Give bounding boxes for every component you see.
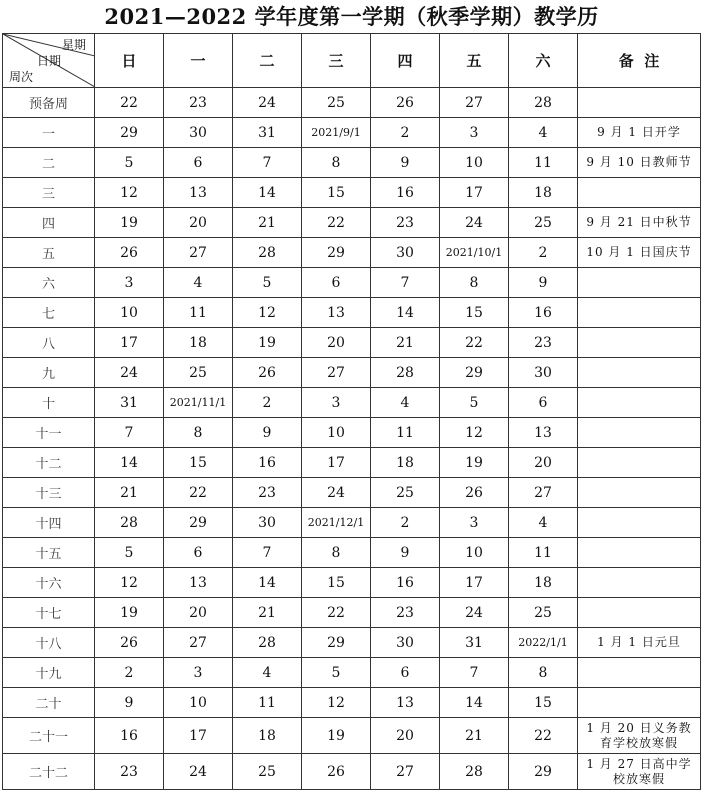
calendar-body: [3, 88, 701, 790]
table-row: [3, 298, 701, 328]
date-cell-fri: 31: [440, 628, 509, 658]
note-cell: [578, 178, 701, 208]
date-cell-wed: 15: [302, 178, 371, 208]
date-cell-mon: 10: [164, 688, 233, 718]
note-cell: [578, 508, 701, 538]
date-cell-thu: 23: [371, 208, 440, 238]
date-cell-fri: 10: [440, 148, 509, 178]
date-cell-sun: 14: [95, 448, 164, 478]
note-cell: [578, 268, 701, 298]
date-cell-fri: 26: [440, 478, 509, 508]
date-cell-mon: 27: [164, 238, 233, 268]
table-row: [3, 328, 701, 358]
date-cell-fri: 24: [440, 208, 509, 238]
date-cell-mon: 17: [164, 718, 233, 754]
week-number-cell: 八: [3, 328, 95, 358]
note-cell: 10 月 1 日国庆节: [578, 238, 701, 268]
week-number-cell: 十一: [3, 418, 95, 448]
table-row: [3, 538, 701, 568]
date-cell-tue: 24: [233, 88, 302, 118]
table-row: [3, 508, 701, 538]
header-day-thu: 四: [371, 34, 440, 88]
corner-header-cell: [3, 34, 95, 88]
corner-diagonal: [3, 34, 94, 87]
date-cell-sat: 16: [509, 298, 578, 328]
date-cell-mon: 2021/11/1: [164, 388, 233, 418]
date-cell-fri: 8: [440, 268, 509, 298]
table-row: [3, 688, 701, 718]
date-cell-sat: 2: [509, 238, 578, 268]
table-row: [3, 268, 701, 298]
header-note: 备 注: [578, 34, 701, 88]
date-cell-fri: 3: [440, 508, 509, 538]
date-cell-sun: 10: [95, 298, 164, 328]
date-cell-wed: 20: [302, 328, 371, 358]
note-cell: 9 月 10 日教师节: [578, 148, 701, 178]
date-cell-tue: 7: [233, 148, 302, 178]
date-cell-thu: 16: [371, 568, 440, 598]
date-cell-tue: 18: [233, 718, 302, 754]
date-cell-sat: 23: [509, 328, 578, 358]
date-cell-tue: 31: [233, 118, 302, 148]
date-cell-fri: 2021/10/1: [440, 238, 509, 268]
date-cell-sun: 28: [95, 508, 164, 538]
page-title: 2021—2022 学年度第一学期（秋季学期）教学历: [104, 4, 599, 29]
table-row: [3, 718, 701, 754]
date-cell-mon: 6: [164, 148, 233, 178]
date-cell-thu: 9: [371, 538, 440, 568]
week-number-cell: 预备周: [3, 88, 95, 118]
date-cell-thu: 16: [371, 178, 440, 208]
date-cell-thu: 26: [371, 88, 440, 118]
table-row: [3, 178, 701, 208]
date-cell-wed: 27: [302, 358, 371, 388]
date-cell-sat: 28: [509, 88, 578, 118]
week-number-cell: 四: [3, 208, 95, 238]
table-row: [3, 448, 701, 478]
date-cell-sat: 8: [509, 658, 578, 688]
date-cell-sun: 9: [95, 688, 164, 718]
date-cell-sat: 9: [509, 268, 578, 298]
date-cell-thu: 13: [371, 688, 440, 718]
table-row: [3, 208, 701, 238]
date-cell-fri: 19: [440, 448, 509, 478]
note-cell: [578, 388, 701, 418]
note-cell: [578, 598, 701, 628]
date-cell-wed: 2021/9/1: [302, 118, 371, 148]
date-cell-wed: 12: [302, 688, 371, 718]
date-cell-sun: 19: [95, 598, 164, 628]
date-cell-wed: 19: [302, 718, 371, 754]
note-cell: [578, 688, 701, 718]
date-cell-sat: 25: [509, 598, 578, 628]
week-number-cell: 十三: [3, 478, 95, 508]
date-cell-fri: 17: [440, 178, 509, 208]
week-number-cell: 二十一: [3, 718, 95, 754]
week-number-cell: 二十: [3, 688, 95, 718]
date-cell-wed: 2021/12/1: [302, 508, 371, 538]
week-number-cell: 十七: [3, 598, 95, 628]
corner-date-label: 日期: [37, 54, 62, 68]
table-row: [3, 754, 701, 790]
date-cell-wed: 15: [302, 568, 371, 598]
date-cell-sat: 4: [509, 508, 578, 538]
date-cell-tue: 14: [233, 178, 302, 208]
date-cell-mon: 20: [164, 208, 233, 238]
date-cell-tue: 28: [233, 238, 302, 268]
date-cell-thu: 11: [371, 418, 440, 448]
date-cell-sat: 29: [509, 754, 578, 790]
date-cell-sat: 22: [509, 718, 578, 754]
table-row: [3, 418, 701, 448]
date-cell-sun: 7: [95, 418, 164, 448]
table-row: [3, 568, 701, 598]
corner-week-label: 周次: [9, 70, 34, 84]
teaching-calendar-table: [2, 33, 701, 790]
date-cell-wed: 29: [302, 628, 371, 658]
week-number-cell: 九: [3, 358, 95, 388]
date-cell-sun: 17: [95, 328, 164, 358]
date-cell-sat: 20: [509, 448, 578, 478]
date-cell-sat: 13: [509, 418, 578, 448]
date-cell-thu: 28: [371, 358, 440, 388]
note-cell: [578, 478, 701, 508]
date-cell-wed: 8: [302, 538, 371, 568]
week-number-cell: 三: [3, 178, 95, 208]
date-cell-sun: 12: [95, 568, 164, 598]
date-cell-tue: 23: [233, 478, 302, 508]
date-cell-mon: 20: [164, 598, 233, 628]
note-cell: [578, 568, 701, 598]
table-row: [3, 358, 701, 388]
header-day-sun: 日: [95, 34, 164, 88]
date-cell-thu: 2: [371, 118, 440, 148]
date-cell-tue: 4: [233, 658, 302, 688]
date-cell-sat: 27: [509, 478, 578, 508]
week-number-cell: 十二: [3, 448, 95, 478]
date-cell-mon: 27: [164, 628, 233, 658]
date-cell-thu: 30: [371, 238, 440, 268]
date-cell-fri: 27: [440, 88, 509, 118]
note-cell: [578, 358, 701, 388]
header-day-fri: 五: [440, 34, 509, 88]
header-day-sat: 六: [509, 34, 578, 88]
table-row: [3, 148, 701, 178]
date-cell-fri: 14: [440, 688, 509, 718]
note-cell: [578, 88, 701, 118]
table-row: [3, 628, 701, 658]
date-cell-wed: 29: [302, 238, 371, 268]
date-cell-sun: 29: [95, 118, 164, 148]
date-cell-mon: 29: [164, 508, 233, 538]
date-cell-fri: 24: [440, 598, 509, 628]
date-cell-wed: 26: [302, 754, 371, 790]
date-cell-wed: 5: [302, 658, 371, 688]
header-day-tue: 二: [233, 34, 302, 88]
week-number-cell: 十: [3, 388, 95, 418]
date-cell-wed: 17: [302, 448, 371, 478]
date-cell-thu: 4: [371, 388, 440, 418]
date-cell-tue: 21: [233, 208, 302, 238]
date-cell-tue: 26: [233, 358, 302, 388]
date-cell-mon: 13: [164, 178, 233, 208]
date-cell-thu: 20: [371, 718, 440, 754]
week-number-cell: 七: [3, 298, 95, 328]
date-cell-thu: 25: [371, 478, 440, 508]
date-cell-fri: 5: [440, 388, 509, 418]
date-cell-sat: 15: [509, 688, 578, 718]
date-cell-sun: 16: [95, 718, 164, 754]
date-cell-mon: 3: [164, 658, 233, 688]
header-day-wed: 三: [302, 34, 371, 88]
date-cell-fri: 3: [440, 118, 509, 148]
date-cell-sun: 31: [95, 388, 164, 418]
date-cell-thu: 9: [371, 148, 440, 178]
date-cell-tue: 7: [233, 538, 302, 568]
date-cell-sun: 23: [95, 754, 164, 790]
date-cell-sun: 22: [95, 88, 164, 118]
date-cell-tue: 21: [233, 598, 302, 628]
date-cell-fri: 15: [440, 298, 509, 328]
date-cell-fri: 21: [440, 718, 509, 754]
corner-weekday-label: 星期: [61, 38, 86, 52]
date-cell-tue: 2: [233, 388, 302, 418]
date-cell-sun: 12: [95, 178, 164, 208]
date-cell-thu: 27: [371, 754, 440, 790]
date-cell-tue: 11: [233, 688, 302, 718]
date-cell-fri: 28: [440, 754, 509, 790]
date-cell-sat: 18: [509, 178, 578, 208]
week-number-cell: 六: [3, 268, 95, 298]
date-cell-fri: 7: [440, 658, 509, 688]
date-cell-sun: 5: [95, 148, 164, 178]
date-cell-mon: 25: [164, 358, 233, 388]
date-cell-wed: 6: [302, 268, 371, 298]
date-cell-mon: 4: [164, 268, 233, 298]
date-cell-wed: 22: [302, 598, 371, 628]
date-cell-mon: 24: [164, 754, 233, 790]
date-cell-thu: 18: [371, 448, 440, 478]
date-cell-wed: 8: [302, 148, 371, 178]
week-number-cell: 十五: [3, 538, 95, 568]
table-row: [3, 238, 701, 268]
date-cell-sun: 5: [95, 538, 164, 568]
date-cell-thu: 6: [371, 658, 440, 688]
date-cell-mon: 18: [164, 328, 233, 358]
date-cell-mon: 8: [164, 418, 233, 448]
date-cell-thu: 30: [371, 628, 440, 658]
date-cell-wed: 10: [302, 418, 371, 448]
date-cell-sat: 30: [509, 358, 578, 388]
date-cell-tue: 16: [233, 448, 302, 478]
date-cell-thu: 21: [371, 328, 440, 358]
date-cell-sat: 2022/1/1: [509, 628, 578, 658]
date-cell-sat: 11: [509, 148, 578, 178]
note-cell: [578, 538, 701, 568]
note-cell: [578, 418, 701, 448]
date-cell-fri: 17: [440, 568, 509, 598]
note-cell: 9 月 1 日开学: [578, 118, 701, 148]
date-cell-sun: 21: [95, 478, 164, 508]
week-number-cell: 一: [3, 118, 95, 148]
date-cell-sat: 11: [509, 538, 578, 568]
table-row: [3, 388, 701, 418]
week-number-cell: 十四: [3, 508, 95, 538]
note-cell: [578, 298, 701, 328]
table-row: [3, 658, 701, 688]
table-row: [3, 598, 701, 628]
date-cell-fri: 12: [440, 418, 509, 448]
week-number-cell: 十八: [3, 628, 95, 658]
date-cell-sat: 4: [509, 118, 578, 148]
date-cell-wed: 22: [302, 208, 371, 238]
note-cell: 9 月 21 日中秋节: [578, 208, 701, 238]
date-cell-mon: 22: [164, 478, 233, 508]
date-cell-thu: 14: [371, 298, 440, 328]
date-cell-mon: 6: [164, 538, 233, 568]
date-cell-fri: 22: [440, 328, 509, 358]
date-cell-wed: 25: [302, 88, 371, 118]
date-cell-tue: 12: [233, 298, 302, 328]
date-cell-tue: 5: [233, 268, 302, 298]
date-cell-sun: 2: [95, 658, 164, 688]
date-cell-sun: 24: [95, 358, 164, 388]
week-number-cell: 五: [3, 238, 95, 268]
table-row: [3, 118, 701, 148]
date-cell-tue: 28: [233, 628, 302, 658]
date-cell-mon: 23: [164, 88, 233, 118]
note-cell: 1 月 20 日义务教育学校放寒假: [578, 718, 701, 754]
date-cell-fri: 10: [440, 538, 509, 568]
date-cell-mon: 15: [164, 448, 233, 478]
date-cell-sat: 6: [509, 388, 578, 418]
date-cell-mon: 30: [164, 118, 233, 148]
note-cell: 1 月 27 日高中学校放寒假: [578, 754, 701, 790]
date-cell-sun: 3: [95, 268, 164, 298]
week-number-cell: 二十二: [3, 754, 95, 790]
note-cell: [578, 658, 701, 688]
date-cell-tue: 30: [233, 508, 302, 538]
date-cell-tue: 14: [233, 568, 302, 598]
date-cell-mon: 11: [164, 298, 233, 328]
date-cell-mon: 13: [164, 568, 233, 598]
date-cell-thu: 7: [371, 268, 440, 298]
date-cell-tue: 19: [233, 328, 302, 358]
table-row: [3, 88, 701, 118]
week-number-cell: 十九: [3, 658, 95, 688]
date-cell-tue: 25: [233, 754, 302, 790]
date-cell-sat: 25: [509, 208, 578, 238]
date-cell-thu: 2: [371, 508, 440, 538]
week-number-cell: 二: [3, 148, 95, 178]
date-cell-sat: 18: [509, 568, 578, 598]
date-cell-sun: 19: [95, 208, 164, 238]
date-cell-wed: 3: [302, 388, 371, 418]
table-row: [3, 478, 701, 508]
note-cell: [578, 328, 701, 358]
note-cell: 1 月 1 日元旦: [578, 628, 701, 658]
date-cell-tue: 9: [233, 418, 302, 448]
date-cell-sun: 26: [95, 238, 164, 268]
date-cell-thu: 23: [371, 598, 440, 628]
note-cell: [578, 448, 701, 478]
date-cell-fri: 29: [440, 358, 509, 388]
week-number-cell: 十六: [3, 568, 95, 598]
date-cell-wed: 24: [302, 478, 371, 508]
date-cell-sun: 26: [95, 628, 164, 658]
date-cell-wed: 13: [302, 298, 371, 328]
header-row: [3, 34, 701, 88]
header-day-mon: 一: [164, 34, 233, 88]
